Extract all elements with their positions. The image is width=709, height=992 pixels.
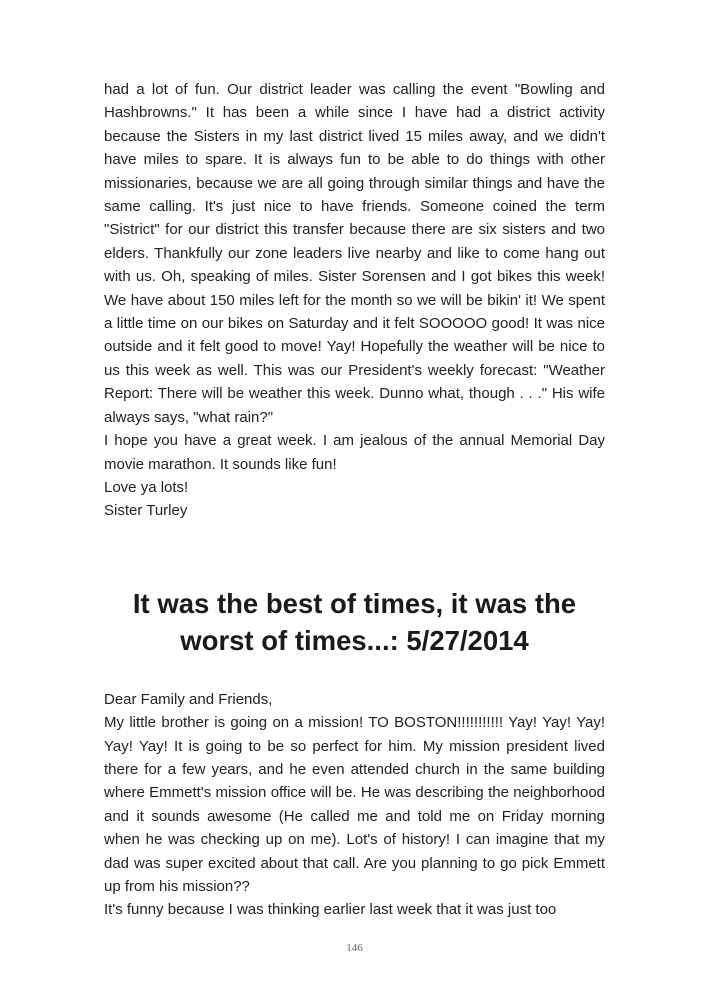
letter-paragraph: My little brother is going on a mission! TO BOSTON!!!!!!!!!!! Yay! Yay! Yay! Yay! Yay! It is going to be so perfect for him. My mission president lived there for a few years, and he even attended church in the same building where Emmett's mission office will be. He was describing the neighborhood and it sounds awesome (He called me and told me on Friday morning when he was checking up on me). Lot's of history! I can imagine that my dad was super excited about that call. Are you planning to go pick Emmett up from his mission?? [104, 714, 605, 895]
greeting: Dear Family and Friends, [104, 690, 273, 708]
document-page [104, 78, 605, 922]
sign-off: Love ya lots! [104, 478, 189, 496]
letter-body: had a lot of fun. Our district leader was calling the event "Bowling and Hashbrowns." It has been a while since I have had a district activity because the Sisters in my last district lived 15 miles away, and we didn't have miles to spare. It is always fun to be able to do things with other missionaries, because we are all going through similar things and have the same calling. It's just nice to have friends. Someone coined the term "Sistrict" for our district this transfer because there are six sisters and two elders. Thankfully our zone leaders live nearby and like to come hang out with us. Oh, speaking of miles. Sister Sorensen and I got bikes this week! We have about 150 miles left for the month so we will be bikin' it! We spent a little time on our bikes on Saturday and it felt SOOOOO good! It was nice outside and it felt good to move! Yay! Hopefully the weather will be nice to us this week as well. This was our President's weekly forecast: "Weather Report: There will be weather this week. Dunno what, though . . ." His wife always says, "what rain?" [104, 81, 605, 426]
letter-paragraph-continued: It's funny because I was thinking earlier last week that it was just too [104, 901, 557, 919]
page-number: 146 [346, 942, 363, 954]
closing-paragraph: I hope you have a great week. I am jealous of the annual Memorial Day movie marathon. It sounds like fun! [104, 432, 605, 473]
letter [104, 688, 605, 922]
signature: Sister Turley [104, 502, 188, 520]
section-title: It was the best of times, it was the worst of times...: 5/27/2014 [132, 587, 577, 656]
